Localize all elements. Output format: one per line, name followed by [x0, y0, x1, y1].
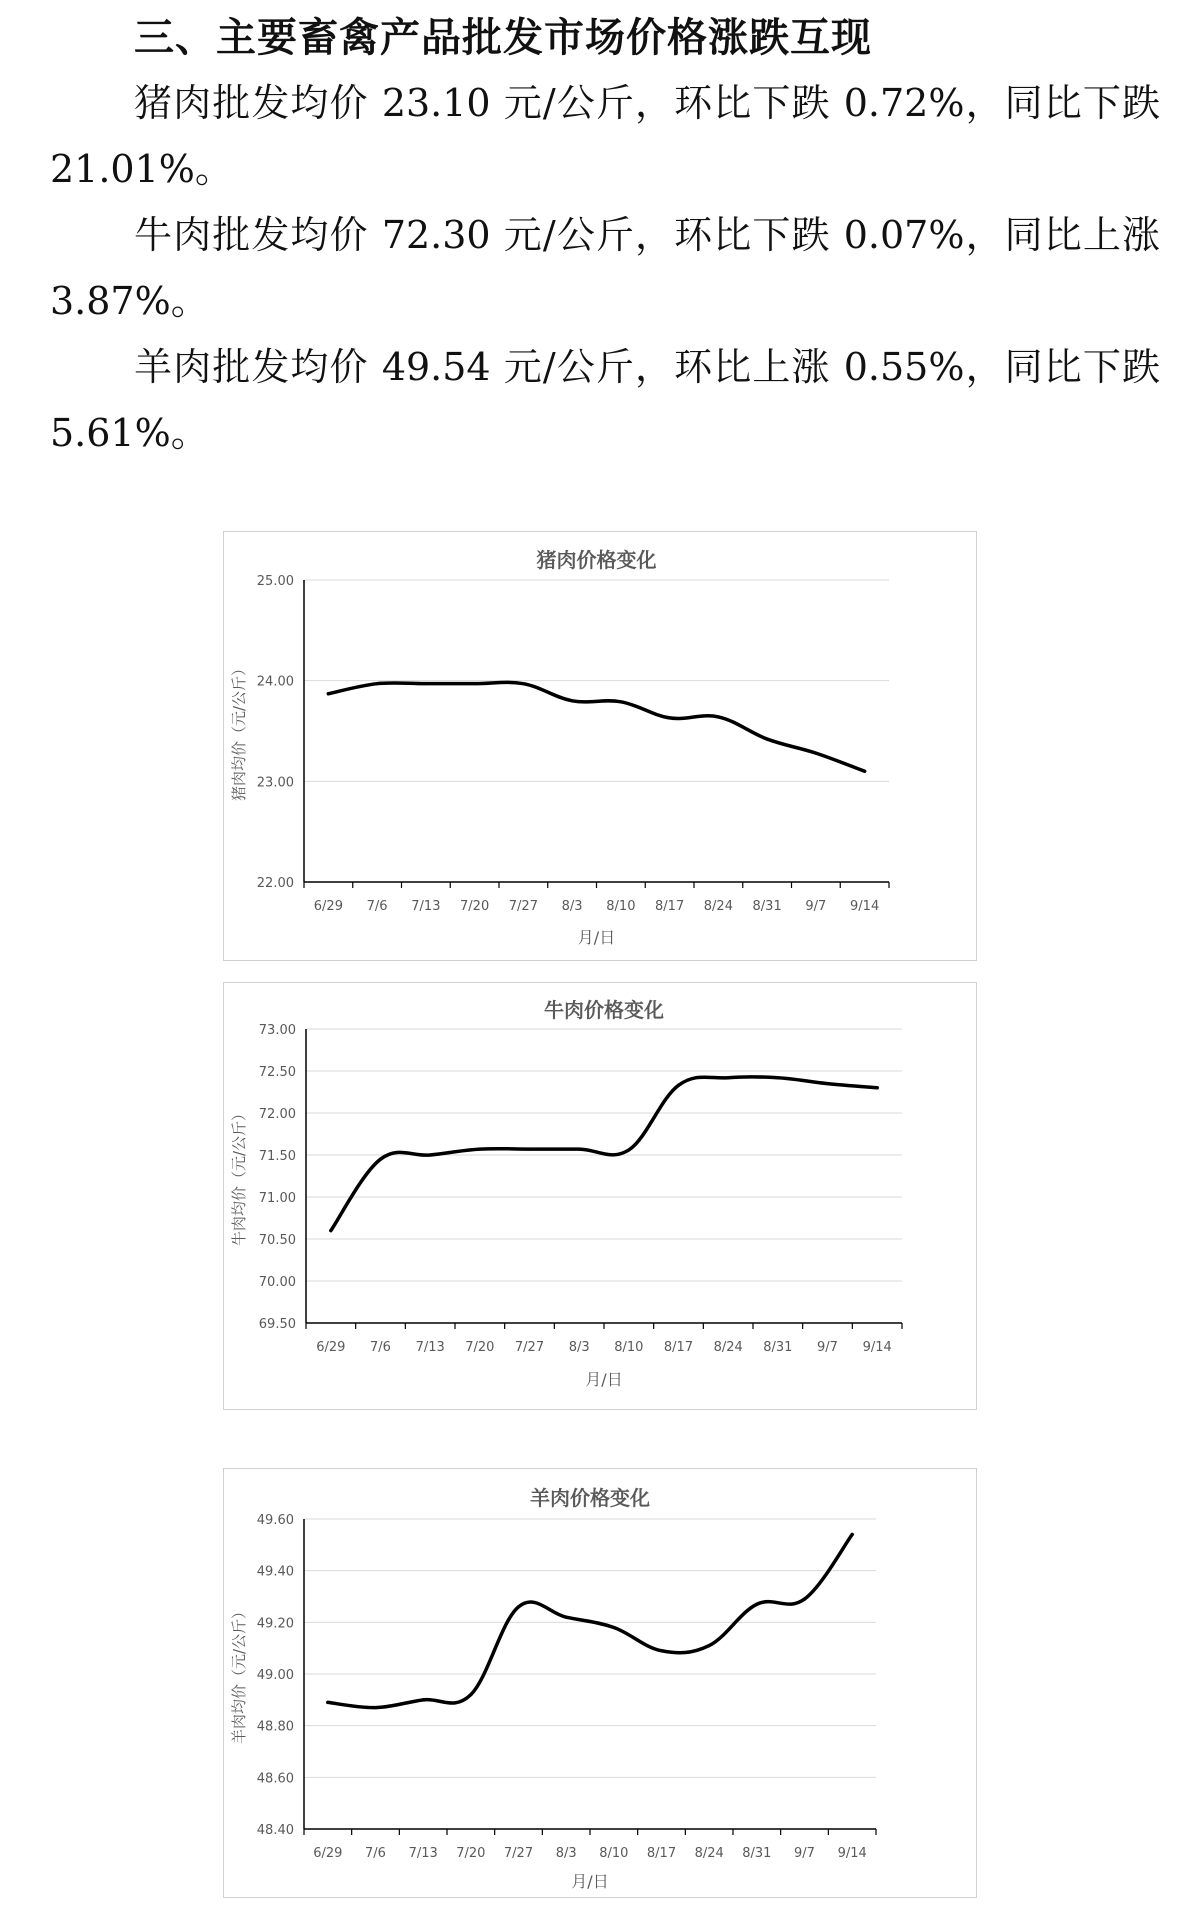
beef-data-point — [429, 1153, 432, 1156]
mutton-category-label: 6/29 — [313, 1846, 343, 1861]
beef-ytick-label: 69.50 — [258, 1317, 296, 1332]
pork-data-point — [571, 699, 574, 702]
pork-data-point — [473, 682, 476, 685]
beef-data-point — [329, 1229, 332, 1232]
beef-data-point — [826, 1082, 829, 1085]
mutton-category-label: 7/13 — [408, 1846, 438, 1861]
mutton-chart-title: 羊肉价格变化 — [530, 1486, 650, 1510]
mutton-data-point — [612, 1626, 615, 1629]
mutton-chart-svg — [224, 1469, 976, 1897]
mutton-y-axis-label: 羊肉均价（元/公斤） — [230, 1603, 248, 1745]
pork-category-label: 6/29 — [313, 899, 343, 914]
mutton-category-label: 8/10 — [599, 1846, 629, 1861]
beef-data-point — [776, 1076, 779, 1079]
beef-ytick-label: 73.00 — [258, 1023, 296, 1038]
beef-chart-svg — [224, 983, 976, 1409]
mutton-category-label: 7/6 — [365, 1846, 386, 1861]
beef-category-label: 7/13 — [415, 1340, 445, 1355]
mutton-category-label: 8/31 — [742, 1846, 772, 1861]
beef-category-label: 8/31 — [763, 1340, 793, 1355]
beef-x-axis-label: 月/日 — [585, 1370, 623, 1389]
mutton-ytick-label: 49.40 — [256, 1564, 294, 1580]
pork-category-label: 8/17 — [655, 899, 685, 914]
beef-ytick-label: 72.50 — [258, 1065, 296, 1080]
beef-y-axis-label: 牛肉均价（元/公斤） — [230, 1105, 248, 1247]
mutton-data-point — [326, 1701, 329, 1704]
beef-category-label: 9/7 — [817, 1340, 838, 1355]
beef-category-label: 6/29 — [316, 1340, 346, 1355]
pork-chart-svg — [224, 532, 976, 960]
mutton-x-axis-label: 月/日 — [571, 1872, 609, 1891]
pork-category-label: 7/27 — [508, 899, 538, 914]
beef-category-label: 9/14 — [862, 1340, 892, 1355]
mutton-data-point — [374, 1706, 377, 1709]
pork-data-point — [522, 682, 525, 685]
pork-data-point — [619, 700, 622, 703]
pork-category-label: 8/24 — [703, 899, 733, 914]
beef-category-label: 8/10 — [614, 1340, 644, 1355]
pork-ytick-label: 22.00 — [256, 876, 294, 891]
mutton-data-point — [469, 1693, 472, 1696]
mutton-category-label: 9/14 — [837, 1846, 867, 1861]
mutton-data-point — [660, 1649, 663, 1652]
beef-data-point — [627, 1148, 630, 1151]
pork-y-axis-label: 猪肉均价（元/公斤） — [230, 660, 248, 802]
mutton-price-paragraph: 羊肉批发均价 49.54 元/公斤，环比上涨 0.55%，同比下跌 5.61%。 — [50, 345, 1160, 455]
pork-data-point — [668, 716, 671, 719]
mutton-ytick-label: 49.60 — [256, 1513, 294, 1528]
mutton-data-point — [755, 1603, 758, 1606]
pork-category-label: 9/7 — [805, 899, 827, 914]
pork-category-label: 9/14 — [850, 899, 880, 914]
beef-ytick-label: 71.50 — [258, 1149, 296, 1164]
mutton-category-label: 7/27 — [503, 1846, 534, 1861]
pork-data-point — [863, 770, 866, 773]
pork-category-label: 8/3 — [561, 899, 583, 914]
beef-ytick-label: 70.00 — [258, 1275, 296, 1290]
pork-x-axis-label: 月/日 — [577, 928, 616, 947]
beef-price-paragraph: 牛肉批发均价 72.30 元/公斤，环比下跌 0.07%，同比上涨 3.87%。 — [50, 213, 1160, 323]
mutton-ytick-label: 48.60 — [256, 1771, 294, 1787]
mutton-data-point — [851, 1533, 854, 1536]
beef-data-point — [578, 1148, 581, 1151]
pork-category-label: 8/31 — [752, 899, 782, 914]
mutton-data-point — [708, 1644, 711, 1647]
beef-data-point — [677, 1084, 680, 1087]
pork-category-label: 8/10 — [606, 899, 636, 914]
pork-price-chart — [223, 531, 977, 961]
beef-ytick-label: 71.00 — [258, 1191, 296, 1206]
mutton-category-label: 8/24 — [694, 1846, 724, 1861]
pork-data-point — [376, 682, 379, 685]
beef-data-point — [528, 1148, 531, 1151]
pork-ytick-label: 24.00 — [256, 674, 294, 690]
pork-chart-title: 猪肉价格变化 — [536, 548, 657, 572]
mutton-ytick-label: 48.40 — [256, 1823, 294, 1838]
mutton-data-point — [565, 1616, 568, 1619]
pork-category-label: 7/20 — [460, 899, 490, 914]
beef-category-label: 8/24 — [713, 1340, 743, 1355]
pork-data-point — [717, 715, 720, 718]
mutton-data-point — [803, 1597, 806, 1600]
pork-data-point — [424, 682, 427, 685]
beef-price-chart — [223, 982, 977, 1410]
section-heading: 三、主要畜禽产品批发市场价格涨跌互现 — [134, 15, 872, 61]
mutton-ytick-label: 49.20 — [256, 1616, 294, 1632]
pork-price-paragraph: 猪肉批发均价 23.10 元/公斤，环比下跌 0.72%，同比下跌 21.01%。 — [50, 81, 1160, 191]
beef-data-point — [876, 1086, 879, 1089]
mutton-price-chart — [223, 1468, 977, 1898]
pork-price-line — [328, 682, 864, 771]
mutton-ytick-label: 49.00 — [256, 1668, 294, 1683]
pork-category-label: 7/13 — [411, 899, 441, 914]
beef-data-point — [727, 1076, 730, 1079]
mutton-data-point — [422, 1698, 425, 1701]
beef-category-label: 7/27 — [514, 1340, 545, 1355]
mutton-ytick-label: 48.80 — [256, 1719, 294, 1735]
beef-ytick-label: 70.50 — [258, 1233, 296, 1248]
pork-ytick-label: 25.00 — [256, 574, 294, 589]
mutton-category-label: 8/3 — [555, 1846, 577, 1861]
mutton-data-point — [517, 1605, 520, 1608]
beef-category-label: 7/6 — [370, 1340, 391, 1355]
pork-ytick-label: 23.00 — [256, 775, 294, 791]
mutton-category-label: 7/20 — [456, 1846, 486, 1861]
beef-ytick-label: 72.00 — [258, 1107, 296, 1122]
mutton-category-label: 9/7 — [794, 1846, 815, 1861]
pork-data-point — [814, 752, 817, 755]
beef-category-label: 8/3 — [568, 1340, 590, 1355]
mutton-price-line — [328, 1535, 852, 1708]
beef-data-point — [478, 1148, 481, 1151]
pork-data-point — [327, 692, 330, 695]
pork-category-label: 7/6 — [366, 899, 388, 914]
beef-price-line — [331, 1077, 877, 1231]
beef-chart-title: 牛肉价格变化 — [544, 998, 664, 1022]
beef-data-point — [379, 1158, 382, 1161]
beef-category-label: 7/20 — [465, 1340, 495, 1355]
beef-category-label: 8/17 — [663, 1340, 694, 1355]
mutton-category-label: 8/17 — [646, 1846, 677, 1861]
pork-data-point — [766, 737, 769, 740]
